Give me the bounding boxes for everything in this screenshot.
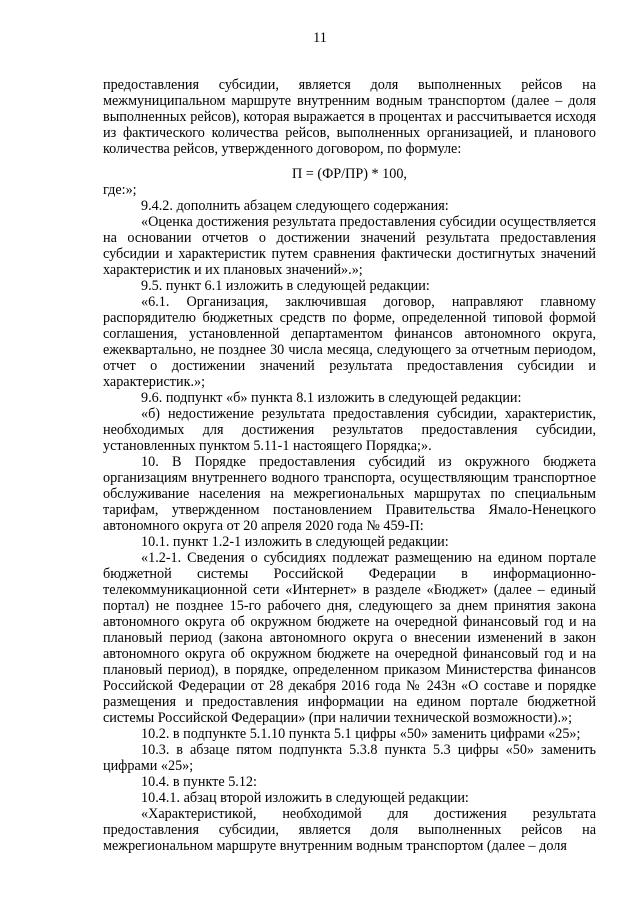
paragraph: 10.4. в пункте 5.12: — [141, 774, 257, 790]
page-number: 11 — [313, 30, 327, 46]
paragraph: где:»; — [103, 182, 137, 198]
paragraph: 10.3. в абзаце пятом подпункта 5.3.8 пункта 5.3 цифры «50» заменить цифрами «25»; — [103, 742, 596, 774]
paragraph: предоставления субсидии, является доля выполненных рейсов на межмуниципальном маршруте внутренним водным транспортом (далее – доля выполненных рейсов), которая выражается в процентах и рассчитывается исходя из фактического количества рейсов, выполненных организацией, и планового количества рейсов, утвержденного договором, по формуле: — [103, 77, 596, 157]
paragraph: 10. В Порядке предоставления субсидий из окружного бюджета организациям внутреннего водного транспорта, осуществляющим транспортное обслуживание населения на межрегиональных маршрутах по специальным тарифам, утвержденном постановлением Правительства Ямало-Ненецкого автономного округа от 20 апреля 2020 года № 459-П: — [103, 454, 596, 534]
paragraph: 9.5. пункт 6.1 изложить в следующей редакции: — [141, 278, 430, 294]
paragraph: «6.1. Организация, заключившая договор, направляют главному распорядителю бюджетных средств по форме, определенной типовой формой соглашения, установленной департаментом финансов автономного округа, ежеквартально, не позднее 30 числа месяца, следующего за отчетным периодом, отчет о достижении значений результата предоставления субсидии и характеристик.»; — [103, 294, 596, 390]
paragraph: «Оценка достижения результата предоставления субсидии осуществляется на основании отчетов о достижении значений результата предоставления субсидии и характеристик путем сравнения фактически достигнутых значений характеристик и их плановых значений».»; — [103, 214, 596, 278]
paragraph: 10.2. в подпункте 5.1.10 пункта 5.1 цифры «50» заменить цифрами «25»; — [141, 726, 581, 742]
paragraph: «б) недостижение результата предоставления субсидии, характеристик, необходимых для достижения результатов предоставления субсидии, установленных пунктом 5.11-1 настоящего Порядка;». — [103, 406, 596, 454]
formula: П = (ФР/ПР) * 100, — [292, 166, 407, 182]
document-body — [103, 77, 596, 854]
paragraph: 10.1. пункт 1.2-1 изложить в следующей редакции: — [141, 534, 449, 550]
paragraph: 10.4.1. абзац второй изложить в следующей редакции: — [141, 790, 469, 806]
paragraph: 9.6. подпункт «б» пункта 8.1 изложить в следующей редакции: — [141, 390, 522, 406]
paragraph: «Характеристикой, необходимой для достижения результата предоставления субсидии, является доля выполненных рейсов на межрегиональном маршруте внутренним водным транспортом (далее – доля — [103, 806, 596, 854]
paragraph: «1.2-1. Сведения о субсидиях подлежат размещению на едином портале бюджетной системы Российской Федерации в информационно-телекоммуникационной сети «Интернет» в разделе «Бюджет» (далее – единый портал) не позднее 15-го рабочего дня, следующего за днем принятия закона автономного округа об окружном бюджете на очередной финансовый год и на плановый период (закона автономного округа о внесении изменений в закон автономного округа об окружном бюджете на очередной финансовый год и на плановый период), в порядке, определенном приказом Министерства финансов Российской Федерации от 28 декабря 2016 года № 243н «О составе и порядке размещения и предоставления информации на едином портале бюджетной системы Российской Федерации» (при наличии технической возможности).»; — [103, 550, 596, 726]
paragraph: 9.4.2. дополнить абзацем следующего содержания: — [141, 198, 449, 214]
